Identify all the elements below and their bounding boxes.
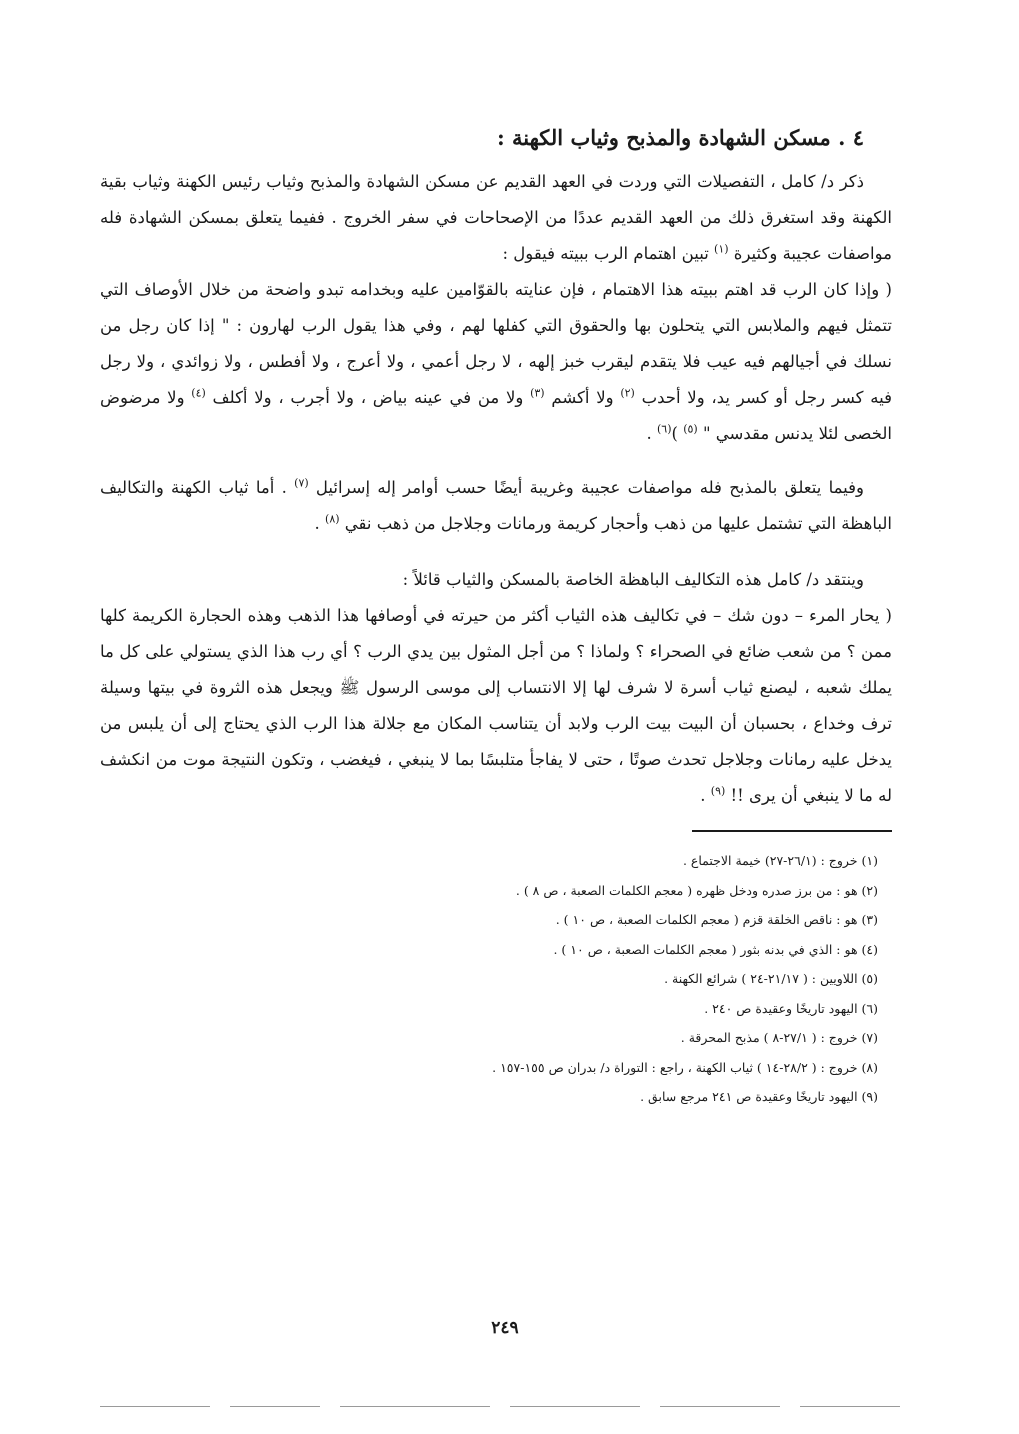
scan-line <box>800 1406 900 1407</box>
footnote-item: (٦) اليهود تاريخًا وعقيدة ص ٢٤٠ . <box>704 1000 878 1016</box>
footnote-item: (٨) خروج : ( ٢٨/٢-١٤ ) ثياب الكهنة ، راجع : التوراة د/ بدران ص ١٥٥-١٥٧ . <box>492 1059 878 1075</box>
paragraph-text: . <box>700 786 711 805</box>
footnote-ref[interactable]: (٦) <box>656 422 672 436</box>
footnote-item: (٩) اليهود تاريخًا وعقيدة ص ٢٤١ مرجع سابق . <box>640 1089 878 1104</box>
paragraph-text: وفيما يتعلق بالمذبح فله مواصفات عجيبة وغريبة أيضًا حسب أوامر إله إسرائيل <box>308 478 864 497</box>
footnotes <box>100 846 892 1112</box>
paragraph-altar <box>100 470 892 542</box>
footnote-ref[interactable]: (٧) <box>294 476 309 490</box>
paragraph-text: ) <box>671 424 684 443</box>
footnote-ref[interactable]: (٩) <box>710 784 726 798</box>
paragraph-text: ذكر د/ كامل ، التفصيلات التي وردت في العهد القديم عن مسكن الشهادة والمذبح وثياب رئيس الكهنة وثياب بقية الكهنة وقد استغرق ذلك من العهد القديم عددًا من الإصحاحات في سفر الخروج . ففيما يتعلق بمسكن الشهادة فله مواصفات عجيبة وكثيرة <box>100 172 892 263</box>
paragraph-text: ولا أكشم <box>544 388 621 407</box>
footnote-ref[interactable]: (٥) <box>683 422 698 436</box>
scan-edge-lines <box>100 1406 920 1408</box>
paragraph-text: . أما ثياب الكهنة والتكاليف الباهظة التي تشتمل عليها من ذهب وأحجار كريمة ورمانات وجلاجل من ذهب نقي <box>100 478 892 533</box>
paragraph-quote-priests <box>100 272 892 452</box>
footnote-item: (٣) هو : ناقص الخلقة قزم ( معجم الكلمات الصعبة ، ص ١٠ ) . <box>555 912 878 927</box>
footnote-item: (٥) اللاويين : ( ٢١/١٧-٢٤ ) شرائع الكهنة . <box>664 971 878 986</box>
scan-line <box>230 1406 320 1407</box>
scan-line <box>510 1406 640 1407</box>
footnote-item: (٧) خروج : ( ٢٧/١-٨ ) مذبح المحرقة . <box>680 1030 878 1045</box>
paragraph-text: ولا من في عينه بياض ، ولا أجرب ، ولا أكلف <box>205 388 531 407</box>
footnote-item: (٢) هو : من برز صدره ودخل ظهره ( معجم الكلمات الصعبة ، ص ٨ ) . <box>515 882 878 898</box>
paragraph-critique-intro: وينتقد د/ كامل هذه التكاليف الباهظة الخاصة بالمسكن والثياب قائلاً : <box>402 570 864 589</box>
footnote-ref[interactable]: (٤) <box>191 386 206 400</box>
footnote-item: (١) خروج : (٢٦/١-٢٧) خيمة الاجتماع . <box>682 853 878 868</box>
paragraph-intro <box>100 164 892 272</box>
scan-line <box>660 1406 780 1407</box>
paragraph-text: ( وإذا كان الرب قد اهتم ببيته هذا الاهتمام ، فإن عنايته بالقوّامين عليه وبخدامه تبدو واضحة من خلال الأوصاف التي تتمثل فيهم والملابس التي يتحلون بها والحقوق التي كفلها لهم ، وفي هذا يقول الرب لهارون : " إذا كان رجل من نسلك في أجيالهم فيه عيب فلا يتقدم ليقرب خبز إلهه ، لا رجل أعمي ، ولا أعرج ، ولا أفطس ، ولا زوائدي ، ولا رجل فيه كسر رجل أو كسر يد، ولا أحدب <box>100 280 892 407</box>
paragraph-text: . <box>646 424 657 443</box>
paragraph-text: ( يحار المرء – دون شك – في تكاليف هذه الثياب أكثر من حيرته في أوصافها هذا الذهب وهذه الحجارة الكريمة كلها ممن ؟ من شعب ضائع في الصحراء ؟ ولماذا ؟ من أجل المثول بين يدي الرب ؟ أي رب هذا الذي يستولي على كل ما يملك شعبه ، ليصنع ثياب أسرة لا شرف لها إلا الانتساب إلى موسى الرسول ﷺ ويجعل هذه الثروة في بيتها وسيلة ترف وخداع ، بحسبان أن البيت بيت الرب ولابد أن يتناسب المكان مع جلالة هذا الرب الذي يحتاج إلى أن يلبس من يدخل عليه رمانات وجلاجل تحدث صوتًا ، حتى لا يفاجأ متلبسًا بما لا ينبغي ، فيغضب ، وتكون النتيجة موت من انكشف له ما لا ينبغي أن يرى !! <box>100 606 892 805</box>
footnote-ref[interactable]: (١) <box>714 242 729 256</box>
footnote-ref[interactable]: (٢) <box>620 386 635 400</box>
paragraph-text: . <box>314 514 326 533</box>
footnote-separator <box>692 830 892 832</box>
footnote-item: (٤) هو : الذي في بدنه بثور ( معجم الكلمات الصعبة ، ص ١٠ ) . <box>553 941 878 957</box>
section-heading: ٤ . مسكن الشهادة والمذبح وثياب الكهنة : <box>496 125 864 150</box>
page-number: ٢٤٩ <box>491 1318 519 1338</box>
footnote-ref[interactable]: (٣) <box>530 386 545 400</box>
page-body <box>100 118 892 1112</box>
scan-line <box>340 1406 490 1407</box>
footnote-ref[interactable]: (٨) <box>325 512 340 526</box>
paragraph-text: تبين اهتمام الرب ببيته فيقول : <box>502 244 715 263</box>
paragraph-text: ولا مرضوض الخصى لئلا يدنس مقدسي " <box>100 388 892 443</box>
paragraph-critique-quote <box>100 598 892 814</box>
scan-line <box>100 1406 210 1407</box>
